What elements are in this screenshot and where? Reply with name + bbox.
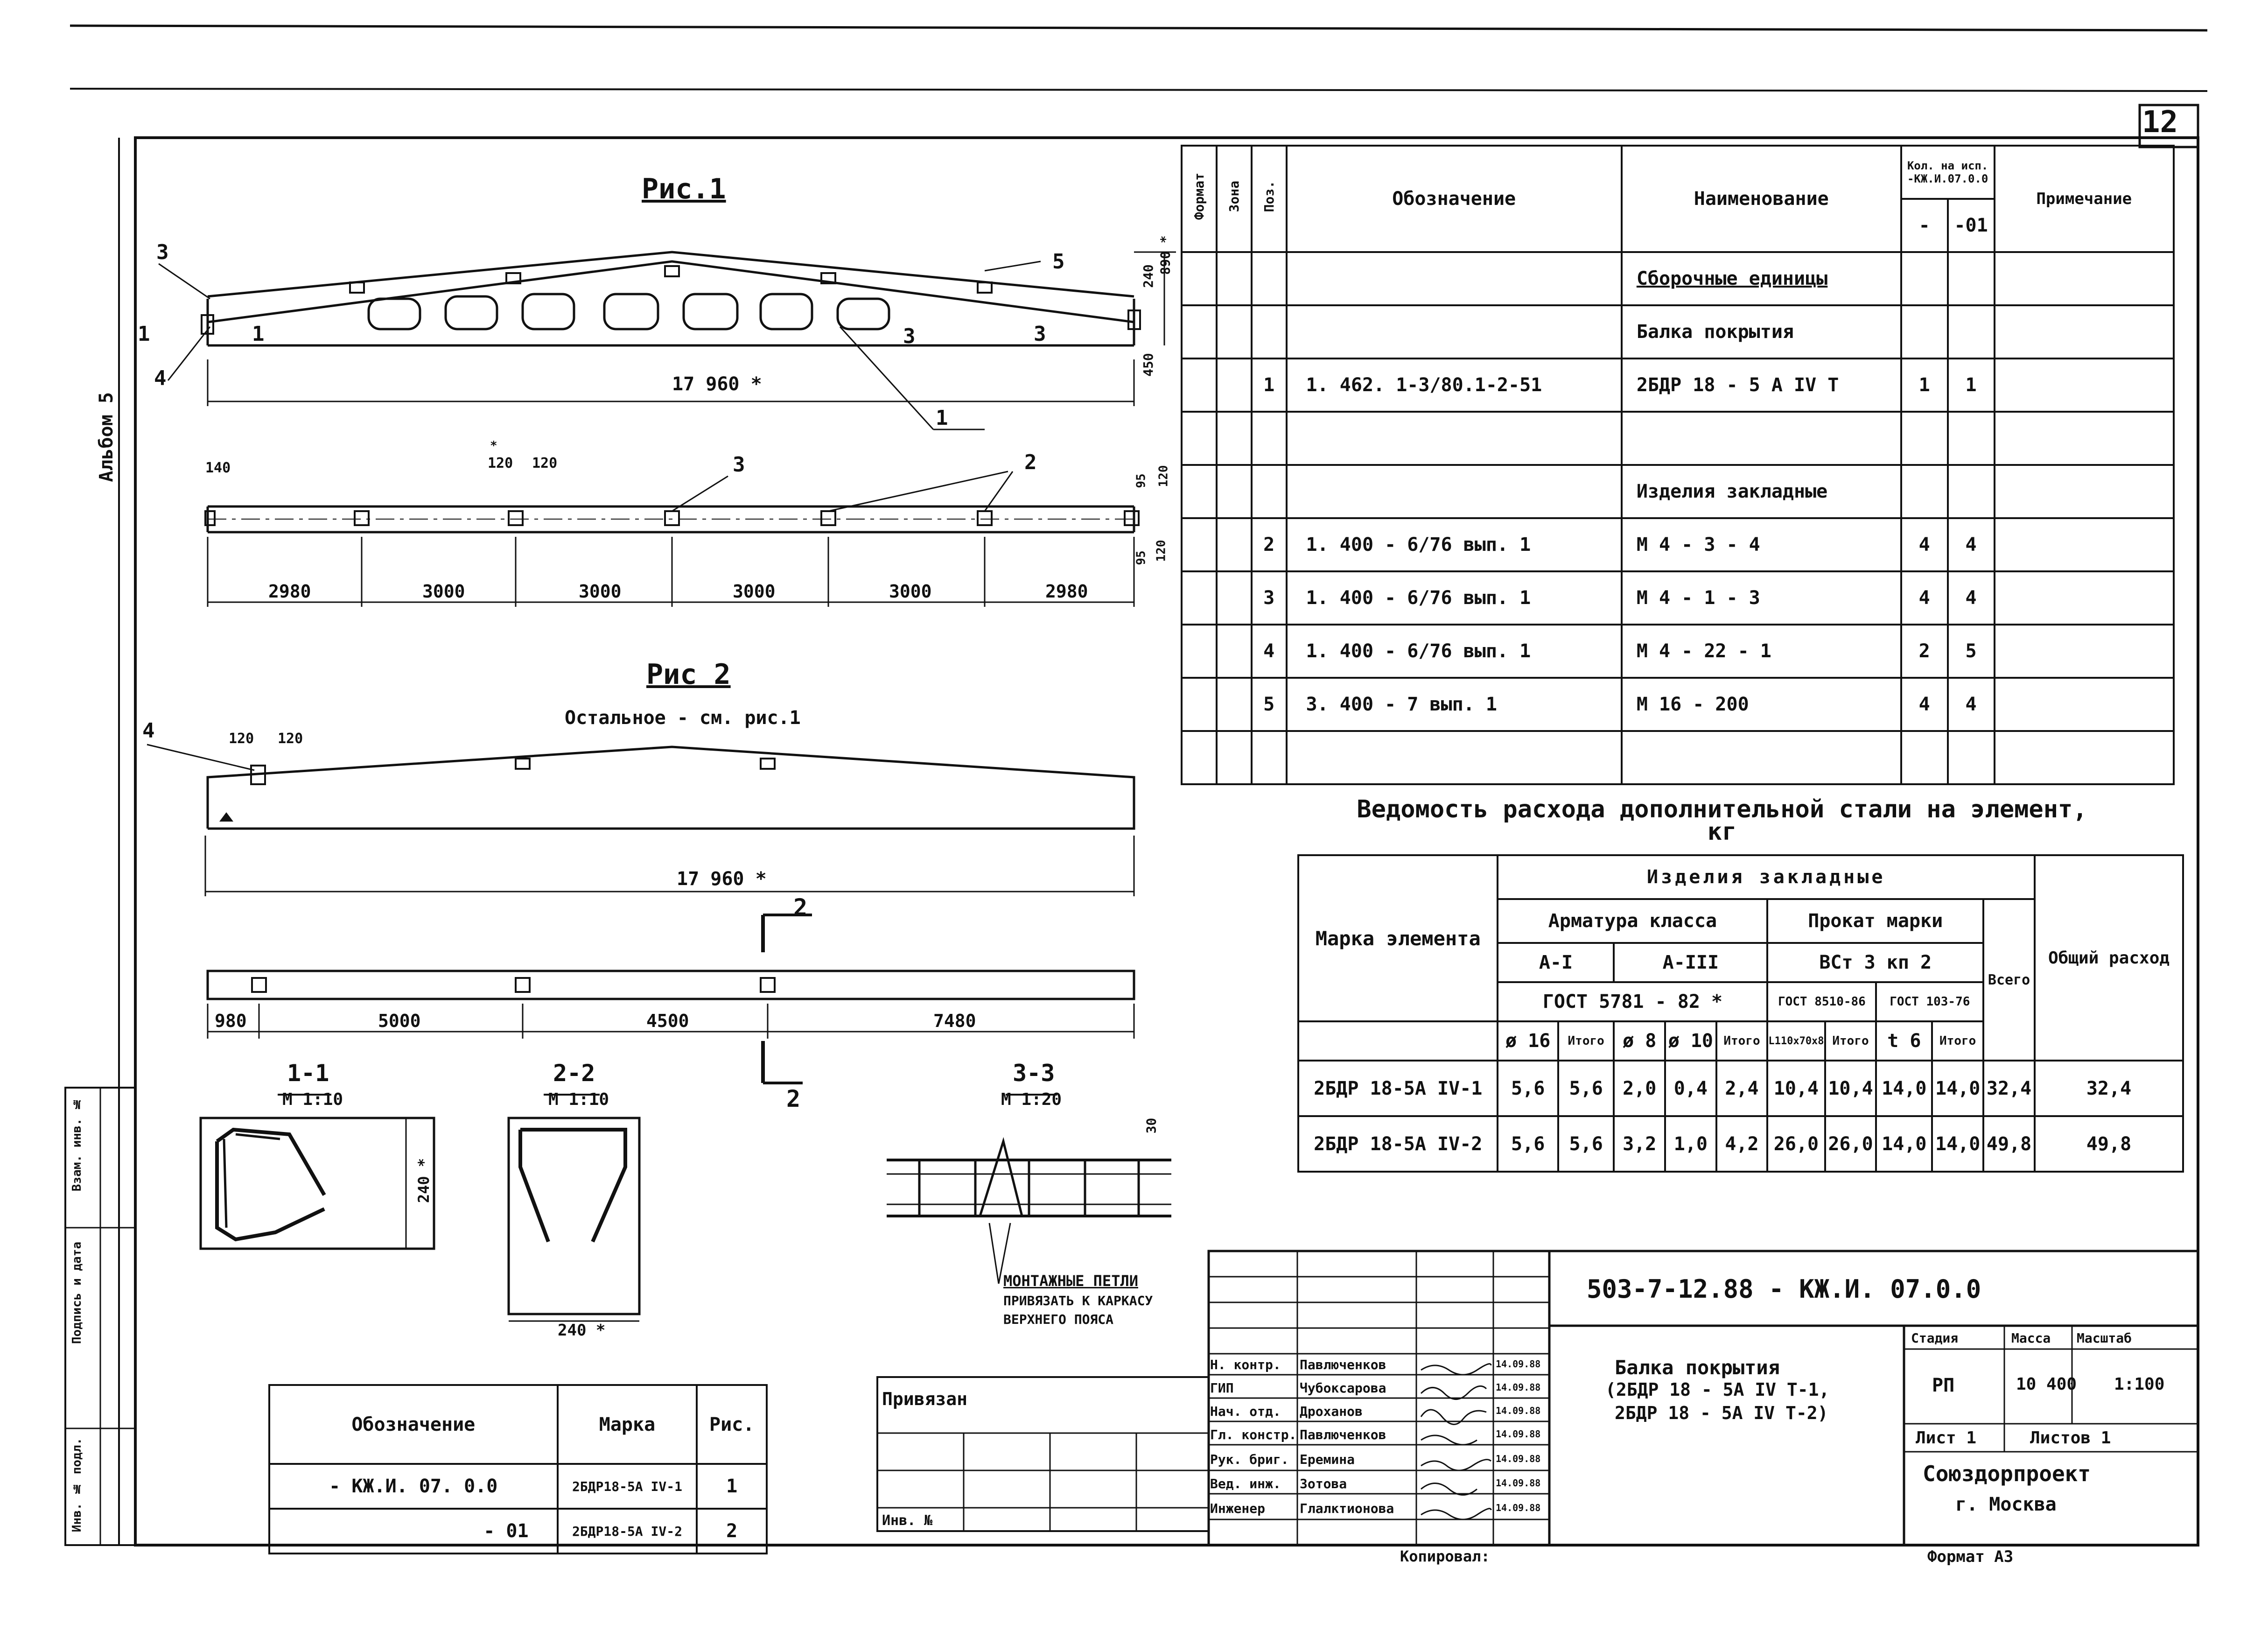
spec-header-format: Формат (1191, 173, 1207, 220)
table-cell: ø 8 (1614, 1021, 1665, 1061)
table-cell (1217, 731, 1252, 784)
stamp-scale: 1:100 (2114, 1375, 2165, 1394)
loops-note: ВЕРХНЕГО ПОЯСА (1003, 1312, 1114, 1327)
spec-header-note: Примечание (1995, 146, 2174, 252)
table-cell: 4 (1901, 678, 1948, 731)
stamp-person: Чубоксарова (1300, 1380, 1386, 1396)
section-dim: 30 (1143, 1118, 1159, 1134)
table-cell: 5,6 (1498, 1061, 1558, 1116)
steel-h-a3: А-III (1614, 943, 1767, 982)
table-row (1182, 731, 2174, 784)
steel-table-title: Ведомость расхода дополнительной стали на элемент, кг (1357, 795, 2087, 846)
fig2-beam-plan (208, 915, 1134, 1083)
steel-h-total: Всего (1983, 899, 2035, 1061)
fig2-length: 17 960 * (677, 868, 767, 890)
table-cell (1252, 731, 1287, 784)
table-row (1298, 1116, 2183, 1172)
table-cell: 2БДР 18-5А IV-1 (1298, 1061, 1498, 1116)
table-cell (1217, 625, 1252, 678)
table-cell (1182, 678, 1217, 731)
side-label-sign: Подпись и дата (70, 1242, 84, 1344)
table-cell: 4 (1948, 571, 1995, 625)
steel-h-gost-103: ГОСТ 103-76 (1876, 982, 1983, 1021)
table-cell: М 4 - 22 - 1 (1622, 625, 1901, 678)
stamp-role: Нач. отд. (1210, 1404, 1281, 1419)
table-cell (1995, 465, 2174, 518)
table-cell: 2БДР18-5А IV-2 (558, 1509, 697, 1554)
table-cell: 1. 400 - 6/76 вып. 1 (1287, 518, 1622, 571)
table-cell: Итого (1825, 1021, 1876, 1061)
specification-table (1181, 145, 2175, 785)
fig1-dim-240: 240 (1140, 264, 1156, 288)
table-cell: 14,0 (1932, 1061, 1983, 1116)
table-cell (1182, 252, 1217, 305)
plan-dim: 95 (1134, 473, 1148, 488)
album-label: Альбом 5 (96, 392, 117, 482)
table-cell: 3 (1252, 571, 1287, 625)
steel-h-a1: А-I (1498, 943, 1614, 982)
table-cell: 4 (1252, 625, 1287, 678)
table-cell: 2 (1901, 625, 1948, 678)
table-cell: 2 (697, 1509, 767, 1554)
table-cell: 3. 400 - 7 вып. 1 (1287, 678, 1622, 731)
table-cell (1995, 625, 2174, 678)
table-cell: Сборочные единицы (1622, 252, 1901, 305)
table-cell (1948, 252, 1995, 305)
table-cell: 2БДР 18-5А IV-2 (1298, 1116, 1498, 1172)
plan-dim: 95 (1134, 550, 1148, 565)
product-variant: 2БДР 18 - 5А IV Т-2) (1615, 1403, 1828, 1423)
fig2-subtitle: Остальное - см. рис.1 (565, 707, 801, 729)
table-cell: ø 10 (1665, 1021, 1716, 1061)
table-cell (1217, 678, 1252, 731)
table-cell (1287, 465, 1622, 518)
table-cell: 1. 462. 1-3/80.1-2-51 (1287, 359, 1622, 412)
side-label-inv: Инв. № подл. (70, 1438, 84, 1533)
table-cell (1182, 518, 1217, 571)
stamp-sheets: Листов 1 (2030, 1428, 2111, 1448)
callout: 5 (1052, 250, 1065, 274)
table-cell: 3,2 (1614, 1116, 1665, 1172)
table-cell (1901, 412, 1948, 465)
table-cell: 1. 400 - 6/76 вып. 1 (1287, 625, 1622, 678)
table-cell (1252, 146, 1287, 252)
stamp-date: 14.09.88 (1496, 1382, 1541, 1393)
table-row (1182, 571, 2174, 625)
format-label: Формат А3 (1927, 1547, 2014, 1566)
table-cell: 1. 400 - 6/76 вып. 1 (1287, 571, 1622, 625)
table-cell (1901, 465, 1948, 518)
callout: 1 (936, 406, 948, 430)
span: 2980 (268, 581, 311, 602)
table-cell: 14,0 (1876, 1061, 1932, 1116)
stamp-person: Павлюченков (1300, 1427, 1386, 1442)
stamp-sheet: Лист 1 (1916, 1428, 1977, 1448)
table-row (1182, 359, 2174, 412)
stamp-role: Гл. констр. (1210, 1427, 1297, 1442)
table-cell (1217, 146, 1252, 252)
table-cell: 10,4 (1767, 1061, 1825, 1116)
stamp-h-mass: Масса (2011, 1330, 2051, 1346)
table-cell (1182, 731, 1217, 784)
callout: 4 (154, 366, 167, 390)
cut-mark: 2 (786, 1085, 801, 1112)
section-title: 3-3 (1013, 1060, 1055, 1087)
section-title: 1-1 (287, 1060, 329, 1087)
fig1-length: 17 960 * (672, 373, 762, 395)
callout: 3 (733, 453, 745, 477)
section-mark: 3 (903, 324, 916, 348)
table-cell (1252, 252, 1287, 305)
table-cell (1298, 1021, 1498, 1061)
table-cell (1901, 252, 1948, 305)
loops-note: ПРИВЯЗАТЬ К КАРКАСУ (1003, 1293, 1153, 1308)
table-cell (1948, 731, 1995, 784)
section-scale: М 1:20 (1001, 1090, 1062, 1109)
table-cell: 4 (1901, 571, 1948, 625)
fig2-beam-elevation (147, 745, 1134, 896)
table-cell (1252, 465, 1287, 518)
stamp-date: 14.09.88 (1496, 1428, 1541, 1440)
drawing-code: 503-7-12.88 - КЖ.И. 07.0.0 (1587, 1274, 1981, 1304)
table-cell: 2БДР18-5А IV-1 (558, 1464, 697, 1509)
span: 2980 (1045, 581, 1088, 602)
table-cell: 5,6 (1558, 1116, 1614, 1172)
fig2-dim: 120 (278, 731, 303, 747)
table-cell (1995, 359, 2174, 412)
table-cell: 4 (1948, 518, 1995, 571)
stamp-date: 14.09.88 (1496, 1477, 1541, 1489)
section-mark: 1 (252, 322, 265, 346)
table-row (1182, 305, 2174, 359)
table-cell: - КЖ.И. 07. 0.0 (269, 1464, 558, 1509)
table-cell (1217, 518, 1252, 571)
table-cell: 4,2 (1716, 1116, 1768, 1172)
table-cell: 2 (1252, 518, 1287, 571)
table-cell: 32,4 (1983, 1061, 2035, 1116)
table-row (269, 1509, 767, 1554)
stamp-date: 14.09.88 (1496, 1358, 1541, 1370)
table-cell (1622, 412, 1901, 465)
spec-header-pos: Поз. (1261, 181, 1277, 212)
stamp-date: 14.09.88 (1496, 1502, 1541, 1513)
table-cell: Обозначение (269, 1385, 558, 1464)
table-cell (1287, 252, 1622, 305)
steel-h-overall: Общий расход (2035, 855, 2183, 1061)
plan-dim: 140 (205, 460, 231, 476)
table-cell: 0,4 (1665, 1061, 1716, 1116)
product-name: Балка покрытия (1615, 1356, 1780, 1379)
section-3-3 (887, 1095, 1171, 1284)
table-cell: 1 (1901, 359, 1948, 412)
table-cell (1217, 359, 1252, 412)
table-row (269, 1464, 767, 1509)
table-cell: 14,0 (1876, 1116, 1932, 1172)
cut-mark: 2 (793, 894, 808, 921)
page-number: 12 (2142, 105, 2178, 140)
table-cell: 1 (697, 1464, 767, 1509)
fig2-callout: 4 (142, 719, 155, 743)
table-row (1182, 678, 2174, 731)
span: 3000 (733, 581, 776, 602)
table-cell (1995, 305, 2174, 359)
table-cell: 2,4 (1716, 1061, 1768, 1116)
callout: 2 (1024, 450, 1037, 474)
table-cell: 49,8 (2035, 1116, 2183, 1172)
table-cell (1948, 465, 1995, 518)
table-cell (1287, 305, 1622, 359)
table-cell (1901, 731, 1948, 784)
section-scale: М 1:10 (282, 1090, 343, 1109)
table-cell: 26,0 (1825, 1116, 1876, 1172)
table-cell: М 4 - 3 - 4 (1622, 518, 1901, 571)
table-cell (1217, 412, 1252, 465)
table-cell: 4 (1948, 678, 1995, 731)
table-row (1298, 1061, 2183, 1116)
span: 3000 (579, 581, 622, 602)
plan-dim: 120 (1156, 465, 1171, 487)
stamp-role: Инженер (1210, 1501, 1266, 1516)
binding-title: Привязан (882, 1389, 968, 1409)
table-cell (1901, 305, 1948, 359)
table-cell: 1 (1948, 359, 1995, 412)
fig2-dim: 120 (229, 731, 254, 747)
table-cell (1287, 412, 1622, 465)
org-name: Союздорпроект (1923, 1461, 2091, 1486)
fig2-span: 7480 (933, 1011, 976, 1031)
span: 3000 (889, 581, 932, 602)
table-cell (1217, 571, 1252, 625)
table-cell (1995, 678, 2174, 731)
table-cell (1217, 465, 1252, 518)
table-row (1182, 625, 2174, 678)
table-cell: 5,6 (1498, 1116, 1558, 1172)
section-1-1 (201, 1095, 434, 1249)
plan-dim: 120 (1154, 540, 1169, 562)
spec-header-qty: Кол. на исп. -КЖ.И.07.0.0 (1901, 146, 1995, 199)
loops-note: МОНТАЖНЫЕ ПЕТЛИ (1003, 1272, 1138, 1290)
table-cell: 32,4 (2035, 1061, 2183, 1116)
table-cell: М 4 - 1 - 3 (1622, 571, 1901, 625)
binding-inv: Инв. № (882, 1512, 933, 1529)
table-cell: 49,8 (1983, 1116, 2035, 1172)
table-row (1182, 412, 2174, 465)
stamp-mass: 10 400 (2016, 1375, 2077, 1394)
fig2-span: 5000 (378, 1011, 421, 1031)
product-variant: (2БДР 18 - 5А IV Т-1, (1605, 1379, 1830, 1400)
org-city: г. Москва (1955, 1494, 2057, 1515)
table-cell: 5,6 (1558, 1061, 1614, 1116)
table-cell (1995, 252, 2174, 305)
table-cell: 26,0 (1767, 1116, 1825, 1172)
section-dim: 240 * (558, 1321, 606, 1340)
stamp-person: Еремина (1300, 1452, 1355, 1467)
table-cell: 14,0 (1932, 1116, 1983, 1172)
table-cell: 5 (1948, 625, 1995, 678)
table-cell (1182, 359, 1217, 412)
table-cell: 2,0 (1614, 1061, 1665, 1116)
steel-h-mark: Марка элемента (1298, 855, 1498, 1021)
section-scale: М 1:10 (548, 1090, 609, 1109)
steel-h-vst: ВСт 3 кп 2 (1767, 943, 1983, 982)
stamp-date: 14.09.88 (1496, 1405, 1541, 1416)
stamp-h-stage: Стадия (1911, 1330, 1959, 1346)
section-title: 2-2 (553, 1060, 595, 1087)
stamp-person: Глалктионова (1300, 1501, 1394, 1516)
table-cell: 2БДР 18 - 5 А IV Т (1622, 359, 1901, 412)
steel-h-gost-rebar: ГОСТ 5781 - 82 * (1498, 982, 1767, 1021)
table-cell: Рис. (697, 1385, 767, 1464)
fig1-title: Рис.1 (642, 173, 726, 205)
table-cell: Марка (558, 1385, 697, 1464)
fig2-span: 4500 (646, 1011, 689, 1031)
variants-table (268, 1384, 768, 1554)
fig2-span: 980 (215, 1011, 247, 1031)
spec-header-qty-b: -01 (1948, 199, 1995, 252)
table-cell (1217, 252, 1252, 305)
side-label-replace: Взам. инв. № (70, 1097, 84, 1192)
table-cell: Итого (1558, 1021, 1614, 1061)
stamp-role: ГИП (1210, 1380, 1234, 1396)
stamp-stage: РП (1932, 1375, 1955, 1396)
section-2-2 (509, 1095, 639, 1321)
fig1-dim-450: 450 (1140, 353, 1156, 377)
table-cell: Балка покрытия (1622, 305, 1901, 359)
plan-dim: * (490, 439, 497, 453)
plan-dim: 120 (488, 455, 513, 471)
table-cell (1182, 625, 1217, 678)
stamp-role: Н. контр. (1210, 1357, 1281, 1372)
fig2-title: Рис 2 (646, 658, 731, 691)
section-mark: 3 (1034, 322, 1046, 346)
table-cell: 10,4 (1825, 1061, 1876, 1116)
table-cell (1995, 731, 2174, 784)
span: 3000 (422, 581, 465, 602)
table-cell: Итого (1932, 1021, 1983, 1061)
stamp-role: Вед. инж. (1210, 1476, 1281, 1491)
table-cell (1182, 146, 1217, 252)
table-cell: L110х70х8 (1767, 1021, 1825, 1061)
table-cell: 4 (1901, 518, 1948, 571)
table-cell (1182, 465, 1217, 518)
table-cell: t 6 (1876, 1021, 1932, 1061)
table-cell (1622, 731, 1901, 784)
spec-header-qty-a: - (1901, 199, 1948, 252)
plan-dim: 120 (532, 455, 558, 471)
table-cell (1995, 412, 2174, 465)
table-cell: 1 (1252, 359, 1287, 412)
table-cell (1948, 412, 1995, 465)
copied-label: Копировал: (1400, 1547, 1490, 1565)
table-cell (1948, 305, 1995, 359)
spec-header-name: Наименование (1622, 146, 1901, 252)
table-cell: ø 16 (1498, 1021, 1558, 1061)
table-cell (1182, 305, 1217, 359)
table-cell: М 16 - 200 (1622, 678, 1901, 731)
table-cell (1252, 412, 1287, 465)
callout: 3 (156, 240, 169, 264)
fig1-dim-890: 890 * (1157, 235, 1173, 275)
table-cell: Итого (1716, 1021, 1768, 1061)
stamp-date: 14.09.88 (1496, 1453, 1541, 1464)
table-cell (1217, 305, 1252, 359)
table-cell (1182, 412, 1217, 465)
table-cell: Изделия закладные (1622, 465, 1901, 518)
spec-header-designation: Обозначение (1287, 146, 1622, 252)
table-cell: 1,0 (1665, 1116, 1716, 1172)
section-mark: 1 (138, 322, 150, 346)
table-cell (1995, 518, 2174, 571)
stamp-person: Дроханов (1300, 1404, 1363, 1419)
section-dim: 240 * (415, 1158, 433, 1203)
steel-table (1297, 854, 2184, 1173)
steel-h-rolled: Прокат марки (1767, 899, 1983, 943)
table-cell (1287, 731, 1622, 784)
spec-header-zone: Зона (1226, 181, 1242, 212)
steel-h-gost-8510: ГОСТ 8510-86 (1767, 982, 1876, 1021)
table-cell: - 01 (269, 1509, 558, 1554)
table-row (1182, 252, 2174, 305)
table-row (1182, 465, 2174, 518)
stamp-h-scale: Масштаб (2077, 1330, 2132, 1346)
table-cell (1182, 571, 1217, 625)
table-cell: 5 (1252, 678, 1287, 731)
table-row (1182, 518, 2174, 571)
steel-h-embedded: Изделия закладные (1498, 855, 2035, 899)
fig1-beam-elevation (159, 252, 1176, 429)
stamp-person: Павлюченков (1300, 1357, 1386, 1372)
steel-h-rebar: Арматура класса (1498, 899, 1767, 943)
stamp-role: Рук. бриг. (1210, 1452, 1289, 1467)
fig1-beam-plan (205, 471, 1139, 607)
stamp-person: Зотова (1300, 1476, 1347, 1491)
table-cell (1252, 305, 1287, 359)
table-cell (1995, 571, 2174, 625)
